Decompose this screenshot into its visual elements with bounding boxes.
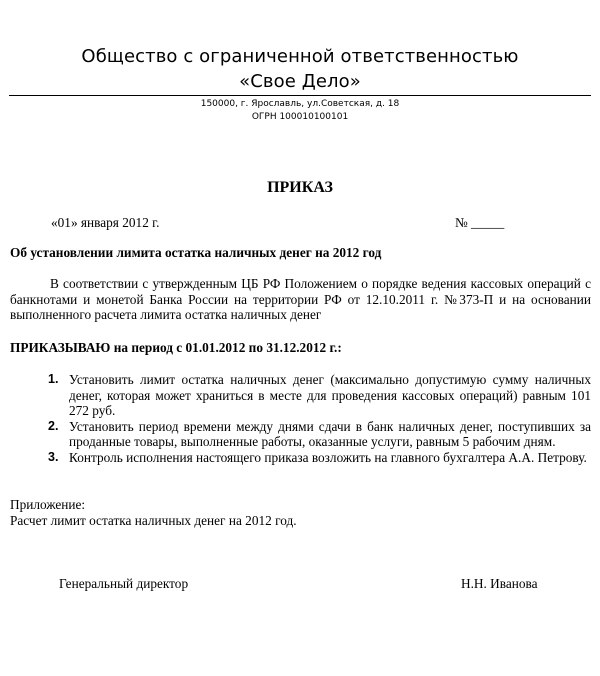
order-date: «01» января 2012 г. <box>51 215 160 230</box>
order-heading: ПРИКАЗЫВАЮ на период с 01.01.2012 по 31.12.2012 г.: <box>10 340 342 355</box>
order-item-text: Установить период времени между днями сдачи в банк наличных денег, поступивших за проданные товары, выполненные работы, оказанные услуги, равным 5 рабочим дням. <box>69 418 591 449</box>
organization-ogrn: ОГРН 100010100101 <box>251 112 349 122</box>
order-number: № _____ <box>455 215 505 230</box>
order-item <box>10 450 591 466</box>
order-item-number: 2. <box>48 418 59 433</box>
signatory-name: Н.Н. Иванова <box>461 576 538 591</box>
order-item-text: Контроль исполнения настоящего приказа возложить на главного бухгалтера А.А. Петрову. <box>69 449 587 465</box>
order-item <box>10 372 591 419</box>
order-item-number: 3. <box>48 449 59 464</box>
order-item <box>10 419 591 450</box>
order-item-text: Установить лимит остатка наличных денег (максимально допустимую сумму наличных денег, которая может храниться в месте для проведения кассовых операций) равным 101 272 руб. <box>69 372 591 418</box>
order-item-number: 1. <box>48 372 59 386</box>
order-preamble: В соответствии с утвержденным ЦБ РФ Положением о порядке ведения кассовых операций с банкнотами и монетой Банка России на территории РФ от 12.10.2011 г. №373-П и на основании выполненного расчета лимита остатка наличных денег <box>10 276 591 322</box>
order-items-list <box>10 372 591 465</box>
organization-address: 150000, г. Ярославль, ул.Советская, д. 18 <box>200 99 400 109</box>
appendix-label: Приложение: <box>10 497 86 512</box>
header-divider <box>9 95 591 96</box>
organization-name: Общество с ограниченной ответственностью <box>81 46 519 67</box>
appendix-text: Расчет лимит остатка наличных денег на 2012 год. <box>10 513 297 528</box>
document-title: ПРИКАЗ <box>267 179 333 196</box>
organization-brand-name: «Свое Дело» <box>239 71 361 92</box>
signatory-role: Генеральный директор <box>59 576 189 591</box>
order-subject: Об установлении лимита остатка наличных денег на 2012 год <box>10 245 382 260</box>
